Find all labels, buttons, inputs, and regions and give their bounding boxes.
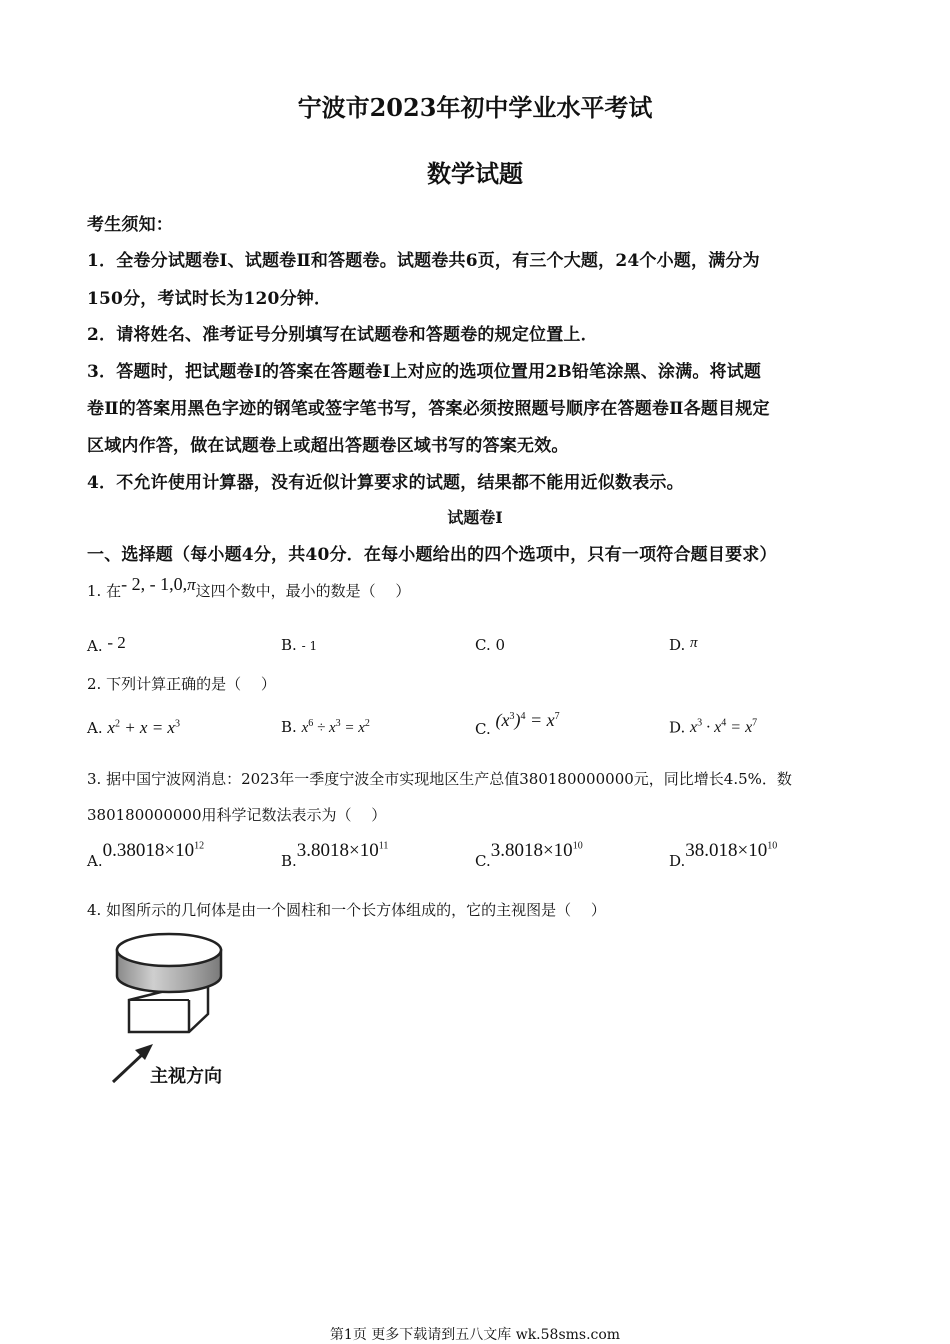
question-2-stem: 2. 下列计算正确的是（ ） [87,675,276,693]
option-value: - 2 [107,633,126,652]
notice-line: 2．请将姓名、准考证号分别填写在试题卷和答题卷的规定位置上． [87,325,598,345]
question-4-stem: 4. 如图所示的几何体是由一个圆柱和一个长方体组成的，它的主视图是（ ） [87,901,606,919]
q1-numbers: - 2, - 1,0, [121,574,188,594]
option-formula: $x^6 \div x^3 = x^2$ [301,718,370,736]
option-letter: A. [87,637,103,655]
exam-title: 宁波市2023年初中学业水平考试 [297,93,653,122]
option-value: - 1 [301,639,318,653]
question-3-line1: 3. 据中国宁波网消息：2023年一季度宁波全市实现地区生产总值380180000000元，同比增长4.5%．数 [87,770,792,788]
page-footer: 第1页 更多下载请到五八文库 wk.58sms.com [329,1327,621,1343]
notice-heading: 考生须知： [87,215,173,235]
option-letter: C. [475,636,491,654]
option-letter: A. [87,852,103,870]
q3-option-c[interactable] [475,840,583,870]
notice-line: 卷Ⅱ的答案用黑色字迹的钢笔或签字笔书写，答案必须按照题号顺序在答题卷Ⅱ各题目规定 [87,399,770,419]
q2-option-d[interactable] [669,718,757,737]
option-formula: $3.8018\times 10^{10}$ [490,840,583,861]
option-letter: D. [669,718,686,737]
option-letter: B. [281,718,297,736]
q2-option-b[interactable] [281,718,370,737]
option-letter: B. [281,636,297,654]
option-formula: $(x^3)^4 = x^7$ [495,710,560,730]
question-3-line2: 380180000000用科学记数法表示为（ ） [87,806,387,824]
notice-line: 区域内作答，做在试题卷上或超出答题卷区域书写的答案无效。 [87,436,569,456]
q1-suffix: 这四个数中，最小的数是（ ） [195,582,411,600]
cylinder-shape [117,934,221,992]
paper-label: 试题卷Ⅰ [447,508,503,527]
q2-option-c[interactable] [475,710,560,738]
option-letter: A. [87,719,103,737]
option-formula: $x^2 + x = x^3$ [107,718,180,737]
notice-line: 1．全卷分试题卷Ⅰ、试题卷Ⅱ和答题卷。试题卷共6页，有三个大题，24个小题，满分为 [87,251,760,271]
notice-line: 4．不允许使用计算器，没有近似计算要求的试题，结果都不能用近似数表示。 [87,473,684,493]
notice-line: 150分，考试时长为120分钟． [87,289,332,309]
subject-title: 数学试题 [427,159,523,188]
option-formula: $x^3 \cdot x^4 = x^7$ [690,718,758,737]
view-direction-label: 主视方向 [150,1066,222,1087]
q1-option-c[interactable] [475,636,505,654]
notice-line: 3．答题时，把试题卷Ⅰ的答案在答题卷Ⅰ上对应的选项位置用2B铅笔涂黑、涂满。将试题 [87,362,762,382]
q1-option-a[interactable] [87,633,126,656]
option-value: 0 [495,636,506,654]
q1-pi: π [187,575,196,594]
option-letter: D. [669,852,686,870]
option-value: π [690,635,698,651]
option-letter: C. [475,852,491,870]
option-letter: B. [281,852,297,870]
option-letter: D. [669,636,686,654]
option-formula: $0.38018\times 10^{12}$ [102,840,205,861]
q3-option-d[interactable] [669,840,778,870]
option-formula: $3.8018\times 10^{11}$ [296,840,389,861]
q2-option-a[interactable] [87,718,180,738]
q1-prefix: 1. 在 [87,582,122,600]
q1-option-d[interactable] [669,636,698,655]
q3-option-b[interactable] [281,840,389,870]
part-title: 一、选择题（每小题4分，共40分．在每小题给出的四个选项中，只有一项符合题目要求） [87,545,777,565]
q3-option-a[interactable] [87,840,205,870]
option-formula: $38.018\times 10^{10}$ [685,840,778,861]
question-1-stem [87,574,411,601]
q1-option-b[interactable] [281,636,317,654]
option-letter: C. [475,720,491,738]
view-direction-arrow [113,1044,153,1082]
